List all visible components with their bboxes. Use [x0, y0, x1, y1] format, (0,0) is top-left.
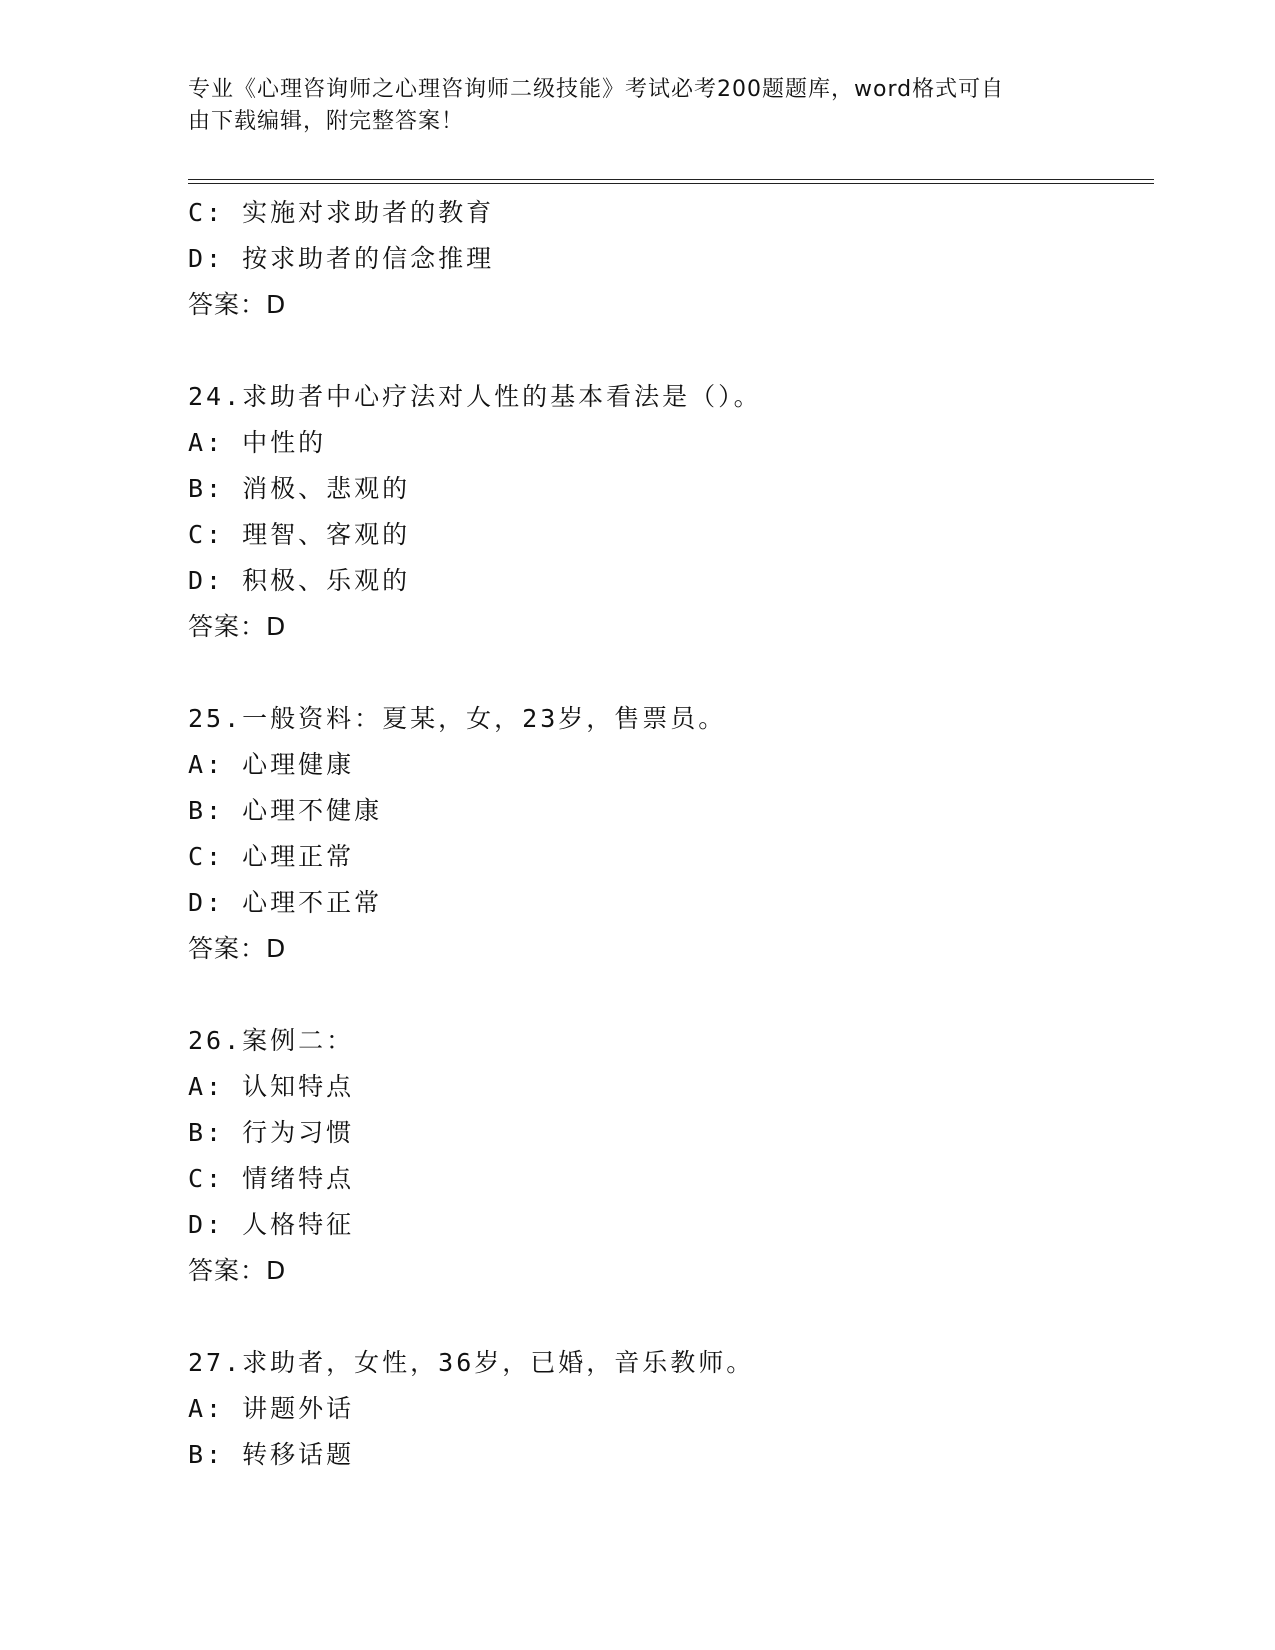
option-a: A: 中性的 — [188, 428, 327, 457]
option-d: D: 按求助者的信念推理 — [188, 244, 495, 273]
option-c: C: 实施对求助者的教育 — [188, 198, 495, 227]
spacer — [188, 650, 1148, 696]
answer: 答案：D — [188, 1256, 287, 1285]
question-25 — [188, 696, 1148, 972]
header-divider-bottom — [188, 183, 1154, 184]
option-b: B: 消极、悲观的 — [188, 474, 411, 503]
option-b: B: 转移话题 — [188, 1440, 355, 1469]
question-stem: 25.一般资料：夏某，女，23岁，售票员。 — [188, 704, 727, 733]
header-line-2: 由下载编辑，附完整答案！ — [188, 109, 465, 134]
question-stem: 27.求助者，女性，36岁，已婚，音乐教师。 — [188, 1348, 755, 1377]
option-d: D: 人格特征 — [188, 1210, 355, 1239]
option-b: B: 行为习惯 — [188, 1118, 355, 1147]
question-24 — [188, 374, 1148, 650]
spacer — [188, 328, 1148, 374]
question-stem: 26.案例二： — [188, 1026, 355, 1055]
answer: 答案：D — [188, 934, 287, 963]
question-list — [188, 190, 1148, 1478]
header-divider-top — [188, 179, 1154, 180]
option-a: A: 讲题外话 — [188, 1394, 355, 1423]
question-23-tail — [188, 190, 1148, 328]
question-26 — [188, 1018, 1148, 1294]
answer: 答案：D — [188, 612, 287, 641]
option-d: D: 积极、乐观的 — [188, 566, 411, 595]
header-line-1: 专业《心理咨询师之心理咨询师二级技能》考试必考200题题库，word格式可自 — [188, 77, 1005, 102]
option-b: B: 心理不健康 — [188, 796, 383, 825]
option-c: C: 心理正常 — [188, 842, 355, 871]
document-header — [188, 74, 1068, 138]
option-c: C: 情绪特点 — [188, 1164, 355, 1193]
spacer — [188, 1294, 1148, 1340]
spacer — [188, 972, 1148, 1018]
question-27 — [188, 1340, 1148, 1478]
option-d: D: 心理不正常 — [188, 888, 383, 917]
option-a: A: 心理健康 — [188, 750, 355, 779]
question-stem: 24.求助者中心疗法对人性的基本看法是（）。 — [188, 382, 762, 411]
answer: 答案：D — [188, 290, 287, 319]
option-a: A: 认知特点 — [188, 1072, 355, 1101]
option-c: C: 理智、客观的 — [188, 520, 411, 549]
